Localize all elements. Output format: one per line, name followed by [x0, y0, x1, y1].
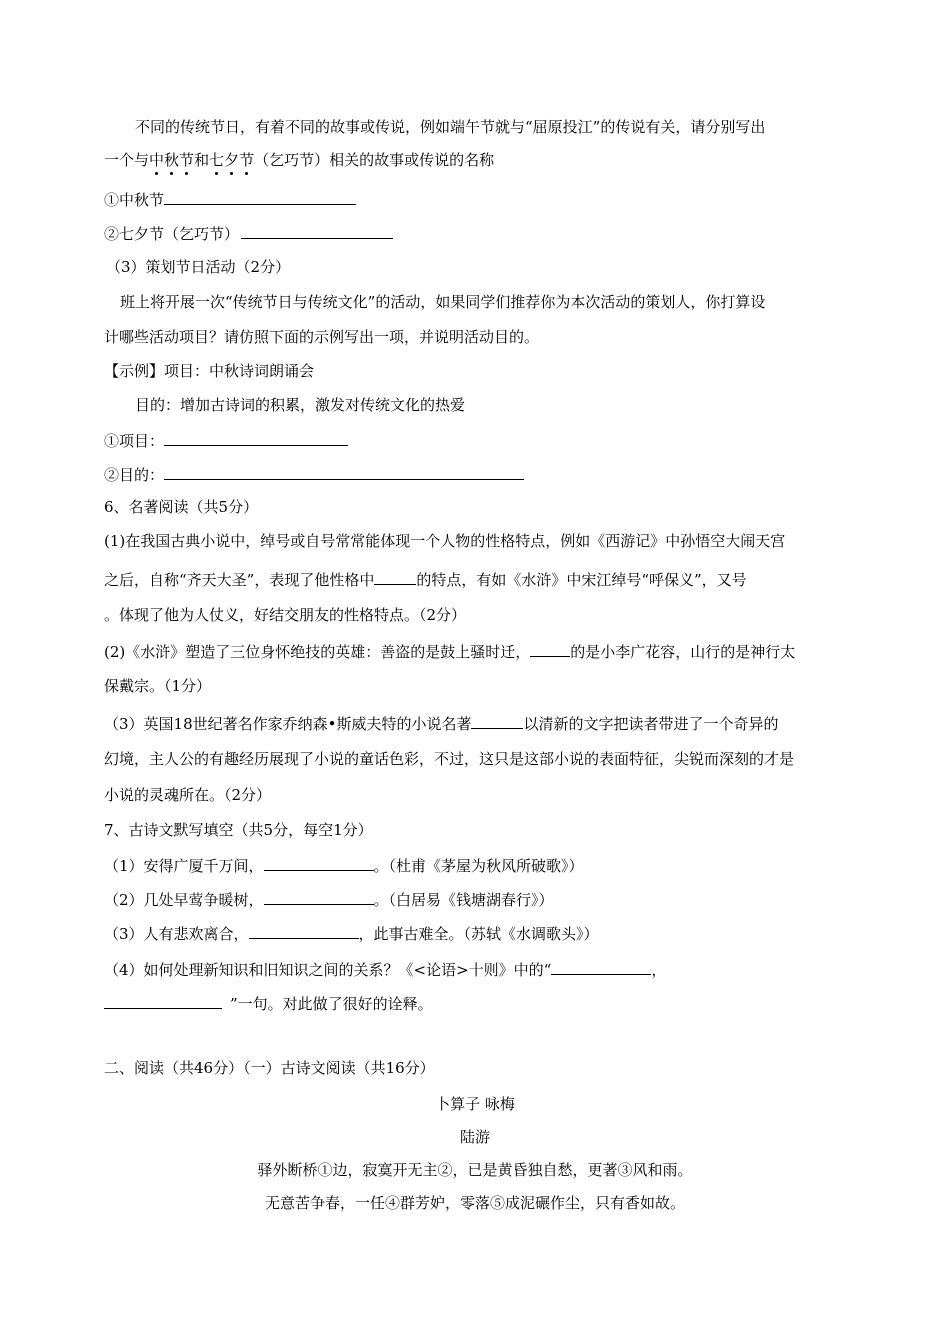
- paragraph-line: [104, 150, 850, 170]
- answer-blank[interactable]: [164, 188, 356, 205]
- text: 。（白居易《钱塘湖春行》）: [373, 891, 554, 909]
- section-heading: （3）策划节日活动（2分）: [106, 258, 291, 276]
- answer-blank[interactable]: [164, 429, 348, 446]
- fill-line: [104, 854, 850, 876]
- answer-line: [104, 222, 850, 244]
- example-line: 目的：增加古诗词的积累，激发对传统文化的热爱: [135, 396, 466, 414]
- text: 和: [194, 151, 210, 169]
- paragraph-line: 不同的传统节日，有着不同的故事或传说，例如端午节就与“屈原投江”的传说有关，请分别写出: [135, 118, 766, 136]
- fill-line: [104, 888, 850, 910]
- text: 。（杜甫《茅屋为秋风所破歌》）: [373, 857, 584, 875]
- text: ”一句。对此做了很好的诠释。: [230, 995, 433, 1013]
- fill-line: [104, 958, 850, 980]
- text: (2)《水浒》塑造了三位身怀绝技的英雄：善盗的是鼓上骚时迁，: [104, 643, 531, 661]
- paragraph-line: 小说的灵魂所在。（2分）: [104, 786, 272, 804]
- answer-blank[interactable]: [241, 222, 393, 239]
- answer-blank[interactable]: [264, 888, 374, 905]
- paragraph-line: 班上将开展一次“传统节日与传统文化”的活动，如果同学们推荐你为本次活动的策划人，你打算设: [120, 293, 766, 311]
- emphasis-qixi: 七夕节: [209, 151, 255, 169]
- paragraph-line: 保戴宗。（1分）: [104, 677, 212, 695]
- example-line: 【示例】项目：中秋诗词朗诵会: [104, 362, 315, 380]
- text: 的特点，有如《水浒》中宋江绰号“呼保义”，又号: [416, 571, 747, 589]
- answer-blank[interactable]: [164, 463, 524, 480]
- section-heading: 6、名著阅读（共5分）: [104, 498, 259, 516]
- poem-author: 陆游: [459, 1128, 490, 1146]
- answer-blank[interactable]: [104, 992, 222, 1009]
- fill-line: [104, 992, 850, 1014]
- emphasis-mid-autumn: 中秋节: [149, 151, 195, 169]
- answer-blank[interactable]: [551, 958, 651, 975]
- text: 一个与: [104, 151, 150, 169]
- text: （2）几处早莺争暖树，: [104, 891, 264, 909]
- answer-line: [104, 188, 850, 210]
- text: （3）英国18世纪著名作家乔纳森•斯威夫特的小说名著: [104, 715, 472, 733]
- answer-blank[interactable]: [471, 712, 523, 729]
- answer-blank[interactable]: [374, 568, 416, 585]
- fill-line: [104, 922, 850, 944]
- paragraph-line: [104, 568, 850, 590]
- text: （4）如何处理新知识和旧知识之间的关系？《<论语>十则》中的“: [104, 961, 552, 979]
- text: （乞巧节）相关的故事或传说的名称: [254, 151, 495, 169]
- paragraph-line: [104, 640, 850, 662]
- text: （3）人有悲欢离合，: [104, 925, 249, 943]
- paragraph-line: 。体现了他为人仗义，好结交朋友的性格特点。（2分）: [104, 606, 467, 624]
- answer-blank[interactable]: [530, 640, 570, 657]
- poem-line: 无意苦争春，一任④群芳妒，零落⑤成泥碾作尘，只有香如故。: [264, 1194, 685, 1212]
- paragraph-line: 计哪些活动项目？请仿照下面的示例写出一项，并说明活动目的。: [104, 328, 540, 346]
- answer-line: [104, 429, 850, 451]
- label: ②目的：: [104, 466, 165, 484]
- text: 以清新的文字把读者带进了一个奇异的: [523, 715, 779, 733]
- poem-title: 卜算子 咏梅: [435, 1095, 515, 1113]
- poem-line: 驿外断桥①边，寂寞开无主②，已是黄昏独自愁，更著③风和雨。: [257, 1161, 693, 1179]
- answer-line: [104, 463, 850, 485]
- text: ，此事古难全。（苏轼《水调歌头》）: [358, 925, 599, 943]
- paragraph-line: [104, 712, 850, 734]
- label: ②七夕节（乞巧节）: [104, 225, 240, 243]
- text: 的是小李广花容，山行的是神行太: [570, 643, 796, 661]
- section-heading: 7、古诗文默写填空（共5分，每空1分）: [104, 821, 373, 839]
- text: ，: [651, 961, 667, 979]
- section-heading: 二、阅读（共46分）（一）古诗文阅读（共16分）: [104, 1059, 435, 1077]
- answer-blank[interactable]: [249, 922, 359, 939]
- label: ①项目：: [104, 432, 165, 450]
- label: ①中秋节: [104, 191, 165, 209]
- paragraph-line: 幻境，主人公的有趣经历展现了小说的童话色彩，不过，这只是这部小说的表面特征，尖锐而深刻的才是: [104, 750, 795, 768]
- paragraph-line: (1)在我国古典小说中，绰号或自号常常能体现一个人物的性格特点，例如《西游记》中孙悟空大闹天宫: [104, 532, 786, 550]
- answer-blank[interactable]: [264, 854, 374, 871]
- text: （1）安得广厦千万间，: [104, 857, 264, 875]
- text: 之后，自称“齐天大圣”，表现了他性格中: [104, 571, 375, 589]
